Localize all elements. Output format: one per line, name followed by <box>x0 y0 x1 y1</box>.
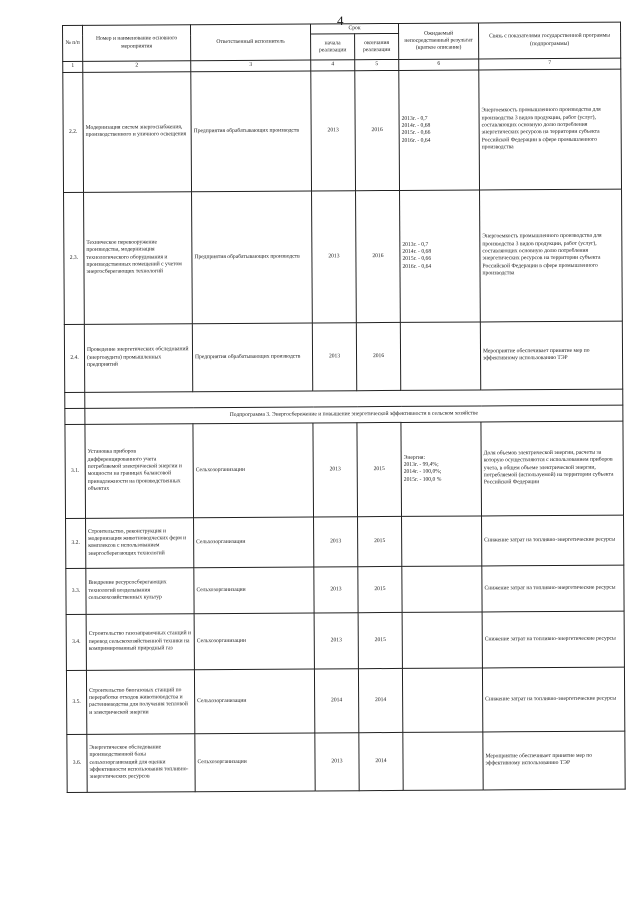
header-term: Срок <box>310 23 398 34</box>
header-result: Ожидаемый непосредственный результат (краткое описание) <box>399 23 479 60</box>
row-name: Техническое перевооружение производства, модернизация технологического оборудования и производственных помещений с учетом энергосберегающих технологий <box>84 191 193 324</box>
header-end: окончания реализации <box>355 34 399 60</box>
row-name: Внедрение ресурсосберегающих технологий возделывания сельскохозяйственных культур <box>86 567 194 614</box>
column-index: 1 <box>63 62 83 72</box>
row-end: 2015 <box>358 612 402 668</box>
table-row <box>66 611 624 670</box>
row-end: 2015 <box>358 566 402 612</box>
row-link: Мероприятие обеспечивает принятие мер по эффективному использованию ТЭР <box>480 321 622 390</box>
row-link: Доля объемов электрической энергии, расчеты за которую осуществляются с использованием приборов учета, в общем объеме электрической энергии, потребляемой (используемой) на территории субъекта Российской Федерации <box>481 421 624 516</box>
row-result <box>402 668 482 732</box>
row-executor: Предприятия обрабатывающих производств <box>191 71 312 192</box>
row-number: 3.3. <box>66 568 86 614</box>
row-name: Модернизация систем энергоснабжения, производственного и уличного освещения <box>83 71 192 192</box>
row-name: Строительство газозаправочных станций и перевод сельскохозяйственной техники на компримированный природный газ <box>86 613 194 670</box>
row-start: 2014 <box>314 668 358 732</box>
table-row <box>66 667 624 734</box>
row-name: Строительство биогазовых станций по переработке отходов животноводства и растениеводства для получения тепловой и электрической энергии <box>86 669 194 734</box>
column-index: 6 <box>399 59 479 70</box>
row-name: Проведение энергетических обследований (энергоаудита) промышленных предприятий <box>84 323 192 392</box>
row-executor: Сельхозорганизации <box>194 613 314 670</box>
column-index: 2 <box>83 61 191 72</box>
row-end: 2016 <box>356 322 400 390</box>
header-start: начала реализации <box>311 34 355 60</box>
measures-table <box>62 22 626 793</box>
row-executor: Сельхозорганизации <box>195 733 315 792</box>
row-link: Энергоемкость промышленного производства для производства 3 видов продукции, работ (услуг), составляющих основную долю потребления энергетических ресурсов на территории субъекта Российской Федерации в сфере промышленного производства <box>480 189 623 322</box>
row-result <box>403 732 483 790</box>
row-start: 2013 <box>314 516 358 566</box>
header-no: № п/п <box>63 25 83 61</box>
row-name: Строительство, реконструкция и модернизация животноводческих ферм и комплексов с использованием энергосберегающих технологий <box>86 517 194 568</box>
row-number: 3.6. <box>67 734 87 792</box>
row-start: 2013 <box>314 612 358 668</box>
row-start: 2013 <box>315 732 359 790</box>
row-executor: Предприятия обрабатывающих производств <box>192 191 313 324</box>
row-number: 2.4. <box>64 324 84 392</box>
row-result <box>402 516 482 566</box>
column-index: 3 <box>191 60 311 71</box>
row-link: Снижение затрат на топливно-энергетические ресурсы <box>482 565 624 612</box>
row-name: Установка приборов дифференцированного учета потребляемой электрической энергии и мощности на границах балансовой принадлежности на производственных объектах <box>85 423 194 518</box>
row-number: 3.2. <box>66 518 86 568</box>
table-row <box>63 69 622 192</box>
row-link: Снижение затрат на топливно-энергетические ресурсы <box>482 667 624 732</box>
row-number: 3.4. <box>66 614 86 670</box>
header-name: Номер и наименование основного мероприятия <box>83 25 191 62</box>
row-result: 2013г. - 0,7 2014г. - 0,68 2015г. - 0,66 2016г. - 0,64 <box>399 70 480 190</box>
row-executor: Сельхозорганизации <box>194 517 314 568</box>
header-executor: Ответственный исполнитель <box>191 24 311 61</box>
row-executor: Сельхозорганизации <box>194 567 314 614</box>
row-end: 2015 <box>357 422 402 516</box>
row-start: 2013 <box>313 422 358 516</box>
row-result: Энергия: 2013г. - 99,4%; 2014г. - 100,0%; 2015г. - 100,0 % <box>401 422 482 516</box>
header-link: Связь с показателями государственной программы (подпрограммы) <box>479 22 621 59</box>
column-index: 7 <box>479 58 621 69</box>
table-row <box>65 421 624 518</box>
column-index: 5 <box>355 60 399 71</box>
row-name: Энергетическое обследование производственной базы сельхозорганизаций для оценки эффективности использования топливно-энергетических ресурсов <box>87 733 195 792</box>
row-result <box>400 322 480 390</box>
row-executor: Предприятия обрабатывающих производств <box>192 323 312 392</box>
row-link: Энергоемкость промышленного производства для производства 3 видов продукции, работ (услуг), составляющих основную долю потребления энергетических ресурсов на территории субъекта Российской Федерации в сфере промышленного производства <box>479 69 622 190</box>
table-row <box>66 515 624 568</box>
row-start: 2013 <box>312 322 356 390</box>
row-end: 2015 <box>358 516 402 566</box>
row-start: 2013 <box>312 190 357 322</box>
table-row <box>64 321 622 392</box>
row-end: 2016 <box>356 190 401 322</box>
row-end: 2016 <box>355 70 400 190</box>
row-number: 2.3. <box>64 192 85 324</box>
row-link: Мероприятие обеспечивает принятие мер по эффективному использованию ТЭР <box>483 731 625 790</box>
table-row <box>64 189 623 324</box>
row-end: 2014 <box>358 668 402 732</box>
table-row <box>66 565 624 614</box>
column-index: 4 <box>311 60 355 71</box>
subprogram-title: Подпрограмма 3. Энергосбережение и повышение энергетической эффективности в сельском хозяйстве <box>85 405 623 424</box>
row-number: 3.5. <box>66 670 86 734</box>
row-result <box>402 566 482 612</box>
row-link: Снижение затрат на топливно-энергетические ресурсы <box>482 611 624 668</box>
table-row <box>67 731 625 792</box>
row-number: 3.1. <box>65 424 86 518</box>
row-executor: Сельхозорганизации <box>193 423 314 518</box>
row-link: Снижение затрат на топливно-энергетические ресурсы <box>482 515 624 566</box>
page-number: 4 <box>337 13 344 28</box>
row-result <box>402 612 482 668</box>
row-executor: Сельхозорганизации <box>194 669 314 734</box>
row-number: 2.2. <box>63 72 84 192</box>
row-end: 2014 <box>359 732 403 790</box>
row-start: 2013 <box>314 566 358 612</box>
row-start: 2013 <box>311 70 356 190</box>
row-result: 2013г. - 0,7 2014г. - 0,68 2015г. - 0,66 2016г. - 0,64 <box>400 190 481 322</box>
